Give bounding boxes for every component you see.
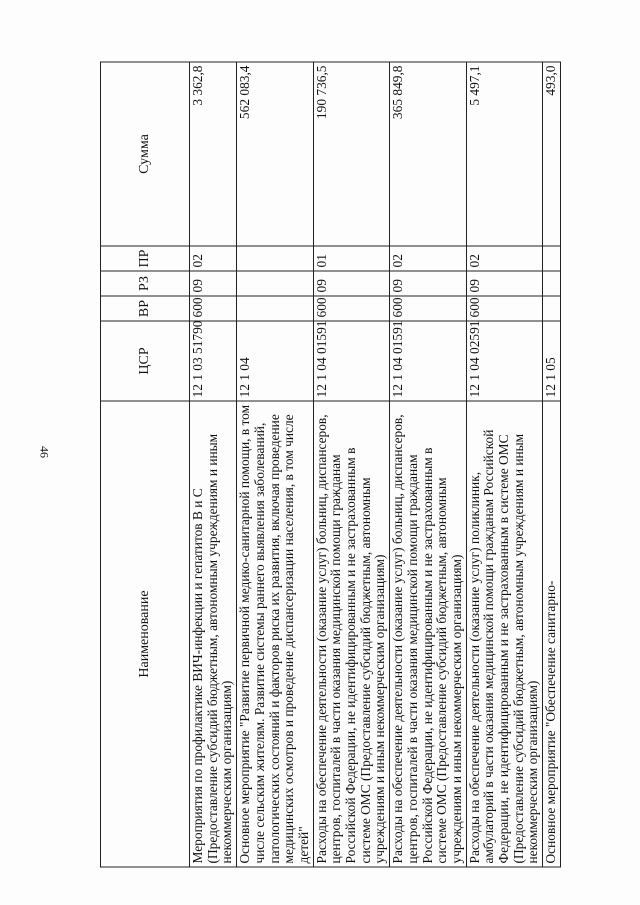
cell-sum: 493,0 <box>543 62 561 246</box>
cell-rz <box>237 271 314 296</box>
cell-vr <box>237 296 314 321</box>
cell-csr: 12 1 04 02591 <box>466 321 543 401</box>
budget-table <box>100 62 561 868</box>
cell-csr: 12 1 04 <box>237 321 314 401</box>
cell-sum: 190 736,5 <box>313 62 390 246</box>
rotated-table-container <box>100 63 600 868</box>
cell-pr <box>543 246 561 271</box>
cell-name: Основное мероприятие "Обеспечение санитарно- <box>543 401 561 867</box>
cell-name: Расходы на обеспечение деятельности (оказание услуг) поликлиник, амбулаторий в части оказания медицинской помощи гражданам Российской Федерации, не идентифицированным и не застрахованным в системе ОМС (Предоставление субсидий бюджетным, автономным учреждениям и иным некоммерческим организациям) <box>466 401 543 867</box>
cell-sum: 5 497,1 <box>466 62 543 246</box>
cell-pr: 02 <box>190 246 237 271</box>
header-name: Наименование <box>101 401 190 867</box>
table-row <box>543 62 561 867</box>
cell-pr: 02 <box>390 246 467 271</box>
cell-name: Основное мероприятие "Развитие первичной медико-санитарной помощи, в том числе сельским жителям. Развитие системы раннего выявления заболеваний, патологических состояний и факторов риска их развития, включая проведение медицинских осмотров и проведение диспансеризации населения, в том числе детей" <box>237 401 314 867</box>
cell-csr: 12 1 03 51790 <box>190 321 237 401</box>
cell-rz: 09 <box>466 271 543 296</box>
header-vr: ВР <box>101 296 190 321</box>
header-csr: ЦСР <box>101 321 190 401</box>
cell-vr <box>543 296 561 321</box>
table-row <box>466 62 543 867</box>
cell-pr <box>237 246 314 271</box>
table-header-row <box>101 62 190 867</box>
header-rz: РЗ <box>101 271 190 296</box>
cell-vr: 600 <box>466 296 543 321</box>
cell-vr: 600 <box>190 296 237 321</box>
cell-rz: 09 <box>190 271 237 296</box>
cell-vr: 600 <box>313 296 390 321</box>
cell-name: Расходы на обеспечение деятельности (оказание услуг) больниц, диспансеров, центров, госпиталей в части оказания медицинской помощи гражданам Российской Федерации, не идентифицированным и не застрахованным в системе ОМС (Предоставление субсидий бюджетным, автономным учреждениям и иным некоммерческим организациям) <box>313 401 390 867</box>
cell-sum: 365 849,8 <box>390 62 467 246</box>
cell-vr: 600 <box>390 296 467 321</box>
table-row <box>237 62 314 867</box>
cell-rz: 09 <box>390 271 467 296</box>
table-row <box>313 62 390 867</box>
cell-csr: 12 1 05 <box>543 321 561 401</box>
cell-sum: 562 083,4 <box>237 62 314 246</box>
cell-pr: 01 <box>313 246 390 271</box>
cell-rz: 09 <box>313 271 390 296</box>
cell-name: Расходы на обеспечение деятельности (оказание услуг) больниц, диспансеров, центров, госпиталей в части оказания медицинской помощи гражданам Российской Федерации, не идентифицированным и не застрахованным в системе ОМС (Предоставление субсидий бюджетным, автономным учреждениям и иным некоммерческим организациям) <box>390 401 467 867</box>
header-sum: Сумма <box>101 62 190 246</box>
page-number: 46 <box>37 446 52 458</box>
cell-csr: 12 1 04 01591 <box>390 321 467 401</box>
cell-sum: 3 362,8 <box>190 62 237 246</box>
cell-csr: 12 1 04 01591 <box>313 321 390 401</box>
table-row <box>390 62 467 867</box>
cell-name: Мероприятия по профилактике ВИЧ-инфекции и гепатитов В и С (Предоставление субсидий бюджетным, автономным учреждениям и иным некоммерческим организациям) <box>190 401 237 867</box>
header-pr: ПР <box>101 246 190 271</box>
table-row <box>190 62 237 867</box>
cell-rz <box>543 271 561 296</box>
cell-pr: 02 <box>466 246 543 271</box>
